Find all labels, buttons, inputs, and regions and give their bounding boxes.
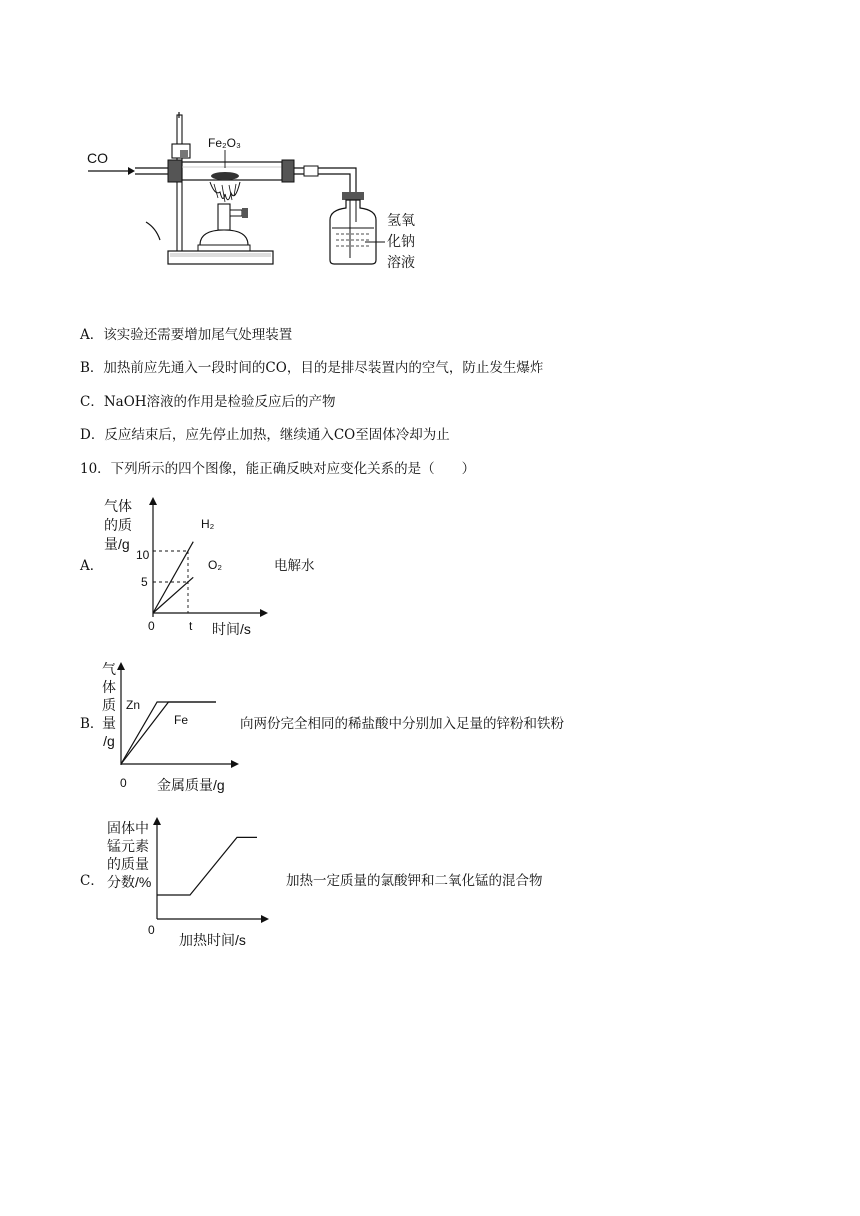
option-text: 该实验还需要增加尾气处理装置 bbox=[103, 327, 293, 343]
chart-b-xlabel: 金属质量/g bbox=[157, 777, 225, 793]
chart-b-y-arrow bbox=[117, 662, 125, 670]
ylabel-line: 的质 bbox=[104, 517, 132, 533]
naoh-solution-label bbox=[387, 210, 415, 273]
option-text: 反应结束后，应先停止加热，继续通入CO至固体冷却为止 bbox=[104, 427, 450, 443]
q9-option-c bbox=[80, 393, 336, 411]
option-letter: B． bbox=[80, 360, 104, 376]
q10-option-b-desc: 向两份完全相同的稀盐酸中分别加入足量的锌粉和铁粉 bbox=[240, 716, 564, 732]
q9-option-d bbox=[80, 426, 450, 444]
chart-b-origin: 0 bbox=[120, 776, 127, 790]
chart-a bbox=[100, 495, 280, 645]
chart-c bbox=[104, 815, 274, 950]
chart-a-xtick-t: t bbox=[189, 619, 193, 633]
series-line-h2 bbox=[153, 542, 193, 613]
co-label: CO bbox=[87, 150, 108, 166]
chart-c-xlabel: 加热时间/s bbox=[179, 932, 246, 948]
option-letter: C． bbox=[80, 394, 104, 410]
chart-a-origin: 0 bbox=[148, 619, 155, 633]
naoh-label-line: 化钠 bbox=[387, 233, 415, 249]
chart-c-ylabel bbox=[107, 819, 151, 891]
option-letter: A． bbox=[80, 327, 104, 343]
series-label-fe: Fe bbox=[174, 713, 189, 727]
chart-a-x-arrow bbox=[260, 609, 268, 617]
ylabel-line: 体 bbox=[102, 679, 116, 695]
q10-option-a-desc: 电解水 bbox=[274, 558, 315, 574]
series-label-h2: H₂ bbox=[201, 517, 215, 531]
ylabel-line: 分数/% bbox=[107, 874, 152, 890]
ylabel-line: 量 bbox=[102, 715, 116, 731]
chart-a-ylabel bbox=[104, 497, 132, 554]
ylabel-line: 量/g bbox=[104, 536, 130, 552]
q10-option-b-letter: B． bbox=[80, 716, 104, 732]
option-text: NaOH溶液的作用是检验反应后的产物 bbox=[103, 394, 336, 410]
q9-option-a bbox=[80, 326, 292, 344]
ylabel-line: 气体 bbox=[104, 498, 132, 514]
ylabel-line: 固体中 bbox=[107, 820, 149, 836]
ylabel-line: 锰元素 bbox=[107, 838, 149, 854]
q10-option-a-letter: A． bbox=[80, 558, 104, 574]
fe2o3-label: Fe₂O₃ bbox=[208, 136, 241, 150]
series-label-zn: Zn bbox=[126, 698, 141, 712]
chart-b bbox=[100, 660, 240, 795]
q10-option-c-desc: 加热一定质量的氯酸钾和二氧化锰的混合物 bbox=[286, 873, 543, 889]
option-letter: D． bbox=[80, 427, 105, 443]
ylabel-line: /g bbox=[103, 733, 115, 749]
naoh-label-line: 溶液 bbox=[387, 254, 415, 270]
q9-option-b bbox=[80, 359, 543, 377]
co-reduction-apparatus-figure bbox=[80, 110, 440, 285]
naoh-label-line: 氢氧 bbox=[387, 212, 415, 228]
ylabel-line: 的质量 bbox=[107, 856, 149, 872]
q10-option-c-letter: C． bbox=[80, 873, 104, 889]
chart-a-xlabel: 时间/s bbox=[212, 621, 251, 637]
chart-b-x-arrow bbox=[231, 760, 239, 768]
ylabel-line: 气 bbox=[102, 661, 116, 677]
chart-a-ytick-10: 10 bbox=[136, 548, 150, 562]
chart-c-y-arrow bbox=[153, 817, 161, 825]
series-line-o2 bbox=[153, 577, 193, 613]
chart-a-ytick-5: 5 bbox=[141, 575, 148, 589]
chart-c-origin: 0 bbox=[148, 923, 155, 937]
series-line-mn-fraction bbox=[157, 837, 257, 895]
chart-a-y-arrow bbox=[149, 497, 157, 505]
chart-b-ylabel bbox=[102, 660, 116, 750]
option-text: 加热前应先通入一段时间的CO，目的是排尽装置内的空气，防止发生爆炸 bbox=[103, 360, 544, 376]
chart-c-x-arrow bbox=[261, 915, 269, 923]
series-label-o2: O₂ bbox=[208, 558, 222, 572]
ylabel-line: 质 bbox=[102, 697, 116, 713]
apparatus-drawing bbox=[80, 110, 440, 285]
q10-stem: 10．下列所示的四个图像，能正确反映对应变化关系的是（ ） bbox=[80, 461, 476, 477]
